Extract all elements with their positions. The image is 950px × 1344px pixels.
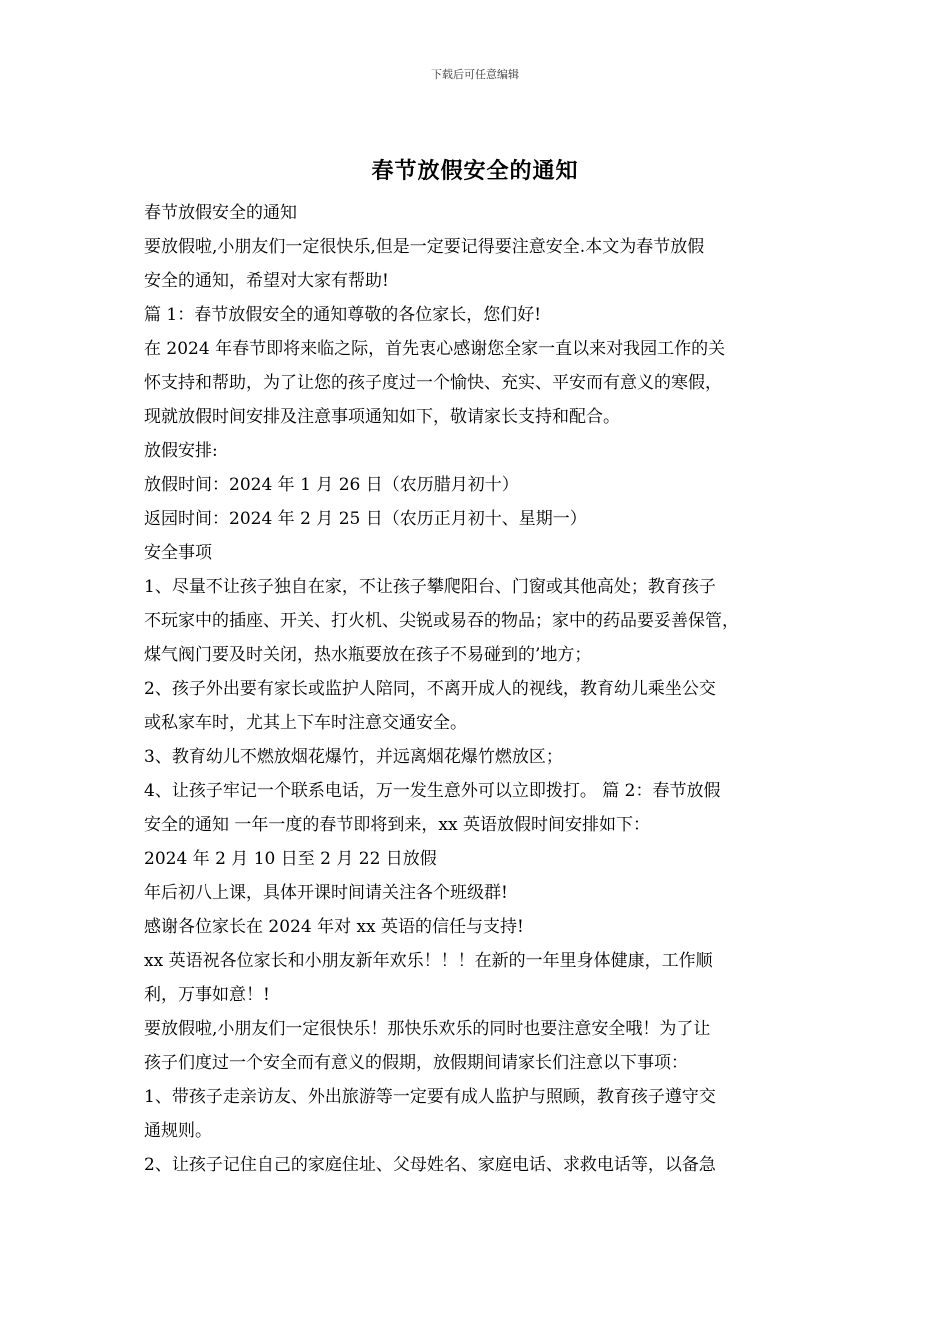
text-line: 要放假啦,小朋友们一定很快乐！那快乐欢乐的同时也要注意安全哦！为了让	[144, 1019, 711, 1039]
text-line: 要放假啦,小朋友们一定很快乐,但是一定要记得要注意安全.本文为春节放假	[144, 237, 705, 257]
text-line: xx 英语祝各位家长和小朋友新年欢乐！！！在新的一年里身体健康，工作顺	[144, 951, 713, 971]
header-note: 下载后可任意编辑	[431, 68, 519, 81]
text-line: 年后初八上课，具体开课时间请关注各个班级群!	[144, 883, 508, 903]
text-line: 春节放假安全的通知	[144, 203, 297, 223]
text-line: 不玩家中的插座、开关、打火机、尖锐或易吞的物品；家中的药品要妥善保管，	[144, 611, 739, 631]
text-line: 怀支持和帮助，为了让您的孩子度过一个愉快、充实、平安而有意义的寒假，	[144, 373, 722, 393]
text-line: 2024 年 2 月 10 日至 2 月 22 日放假	[144, 849, 437, 869]
text-line: 放假安排:	[144, 441, 218, 461]
text-line: 或私家车时，尤其上下车时注意交通安全。	[144, 713, 467, 733]
text-line: 返园时间：2024 年 2 月 25 日（农历正月初十、星期一）	[144, 509, 587, 529]
page-title: 春节放假安全的通知	[371, 158, 579, 184]
text-line: 现就放假时间安排及注意事项通知如下，敬请家长支持和配合。	[144, 407, 620, 427]
text-line: 孩子们度过一个安全而有意义的假期，放假期间请家长们注意以下事项：	[144, 1053, 688, 1073]
document-body	[144, 196, 814, 1182]
text-line: 放假时间：2024 年 1 月 26 日（农历腊月初十）	[144, 475, 519, 495]
text-line: 通规则。	[144, 1121, 212, 1141]
text-line: 安全的通知，希望对大家有帮助!	[144, 271, 389, 291]
text-line: 2、让孩子记住自己的家庭住址、父母姓名、家庭电话、求救电话等，以备急	[144, 1155, 716, 1175]
text-line: 1、尽量不让孩子独自在家，不让孩子攀爬阳台、门窗或其他高处；教育孩子	[144, 577, 716, 597]
text-line: 利，万事如意！!	[144, 985, 270, 1005]
text-line: 4、让孩子牢记一个联系电话，万一发生意外可以立即拨打。 篇 2：春节放假	[144, 781, 721, 801]
text-line: 安全的通知 一年一度的春节即将到来，xx 英语放假时间安排如下：	[144, 815, 650, 835]
text-line: 2、孩子外出要有家长或监护人陪同，不离开成人的视线，教育幼儿乘坐公交	[144, 679, 716, 699]
text-line: 安全事项	[144, 543, 212, 563]
text-line: 篇 1：春节放假安全的通知尊敬的各位家长，您们好!	[144, 305, 542, 325]
text-line: 感谢各位家长在 2024 年对 xx 英语的信任与支持!	[144, 917, 524, 937]
text-line: 1、带孩子走亲访友、外出旅游等一定要有成人监护与照顾，教育孩子遵守交	[144, 1087, 716, 1107]
text-line: 在 2024 年春节即将来临之际，首先衷心感谢您全家一直以来对我园工作的关	[144, 339, 726, 359]
text-line: 3、教育幼儿不燃放烟花爆竹，并远离烟花爆竹燃放区；	[144, 747, 563, 767]
text-line: 煤气阀门要及时关闭，热水瓶要放在孩子不易碰到的’地方；	[144, 645, 592, 665]
